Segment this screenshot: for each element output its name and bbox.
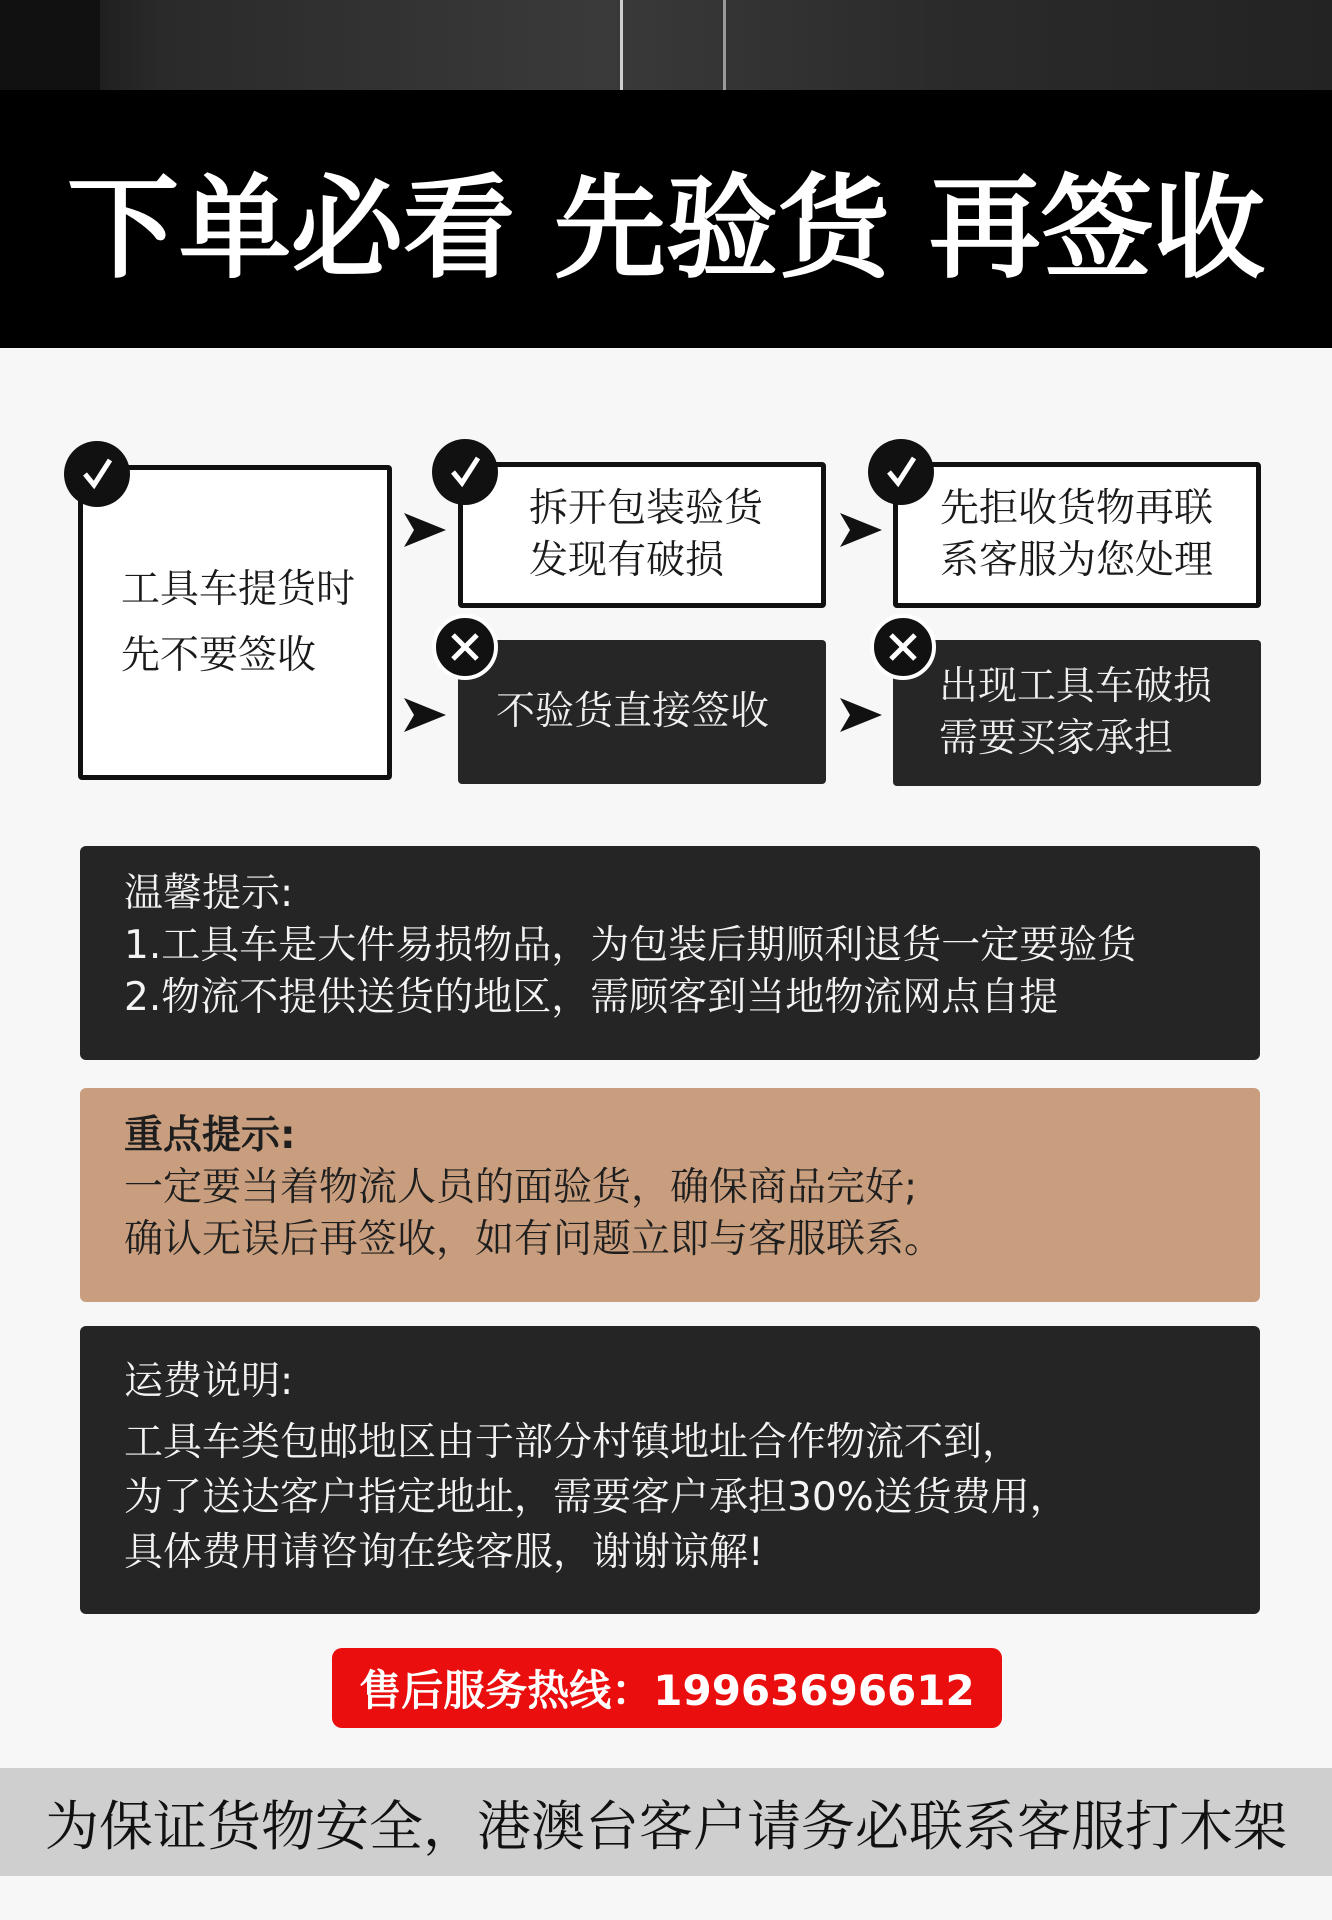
check-badge-icon (432, 439, 498, 505)
arrow-right-icon (404, 698, 446, 732)
title-banner (0, 90, 1332, 348)
shipping-line-3: 具体费用请咨询在线客服，谢谢谅解! (124, 1530, 764, 1575)
hotline-button[interactable]: 售后服务热线：19963696612 (332, 1648, 1002, 1728)
important-title: 重点提示: (124, 1113, 296, 1158)
footer-notice (0, 1768, 1332, 1876)
check-badge-icon (868, 439, 934, 505)
photo-seam (620, 0, 623, 90)
flow-start-box (78, 465, 392, 780)
flow-no-inspect-line1: 不验货直接签收 (496, 689, 770, 734)
important-line-2: 确认无误后再签收，如有问题立即与客服联系。 (124, 1217, 944, 1262)
flow-start-line1: 工具车提货时 (121, 566, 356, 612)
flow-damage-line1: 出现工具车破损 (939, 664, 1213, 709)
flow-reject-line2: 系客服为您处理 (940, 538, 1214, 583)
important-panel (80, 1088, 1260, 1302)
flow-inspect-line1: 拆开包装验货 (529, 486, 764, 531)
top-photo-strip (0, 0, 1332, 90)
flow-start-line2: 先不要签收 (121, 632, 317, 678)
photo-seam (723, 0, 726, 90)
arrow-right-icon (404, 513, 446, 547)
cross-badge-icon (432, 614, 498, 680)
shipping-panel (80, 1326, 1260, 1614)
flow-no-inspect-box (458, 640, 826, 784)
tips-title: 温馨提示: (124, 871, 294, 916)
arrow-right-icon (840, 513, 882, 547)
check-badge-icon (64, 441, 130, 507)
important-line-1: 一定要当着物流人员的面验货，确保商品完好; (124, 1165, 918, 1210)
flow-damage-line2: 需要买家承担 (939, 716, 1174, 761)
banner-title: 下单必看 先验货 再签收 (67, 163, 1265, 294)
tips-item-2: 2.物流不提供送货的地区，需顾客到当地物流网点自提 (124, 975, 1059, 1020)
flow-inspect-box (458, 462, 826, 608)
flow-reject-box (893, 462, 1261, 608)
tips-item-1: 1.工具车是大件易损物品，为包装后期顺利退货一定要验货 (124, 923, 1137, 968)
shipping-line-1: 工具车类包邮地区由于部分村镇地址合作物流不到， (124, 1420, 1022, 1465)
tips-panel (80, 846, 1260, 1060)
shipping-line-2: 为了送达客户指定地址，需要客户承担30%送货费用， (124, 1475, 1069, 1520)
flow-reject-line1: 先拒收货物再联 (940, 486, 1214, 531)
cross-badge-icon (870, 614, 936, 680)
photo-shadow (0, 0, 100, 90)
arrow-right-icon (840, 698, 882, 732)
shipping-title: 运费说明: (124, 1359, 294, 1404)
flow-inspect-line2: 发现有破损 (529, 538, 725, 583)
footer-text: 为保证货物安全，港澳台客户请务必联系客服打木架 (45, 1794, 1287, 1858)
flow-damage-box (893, 640, 1261, 786)
